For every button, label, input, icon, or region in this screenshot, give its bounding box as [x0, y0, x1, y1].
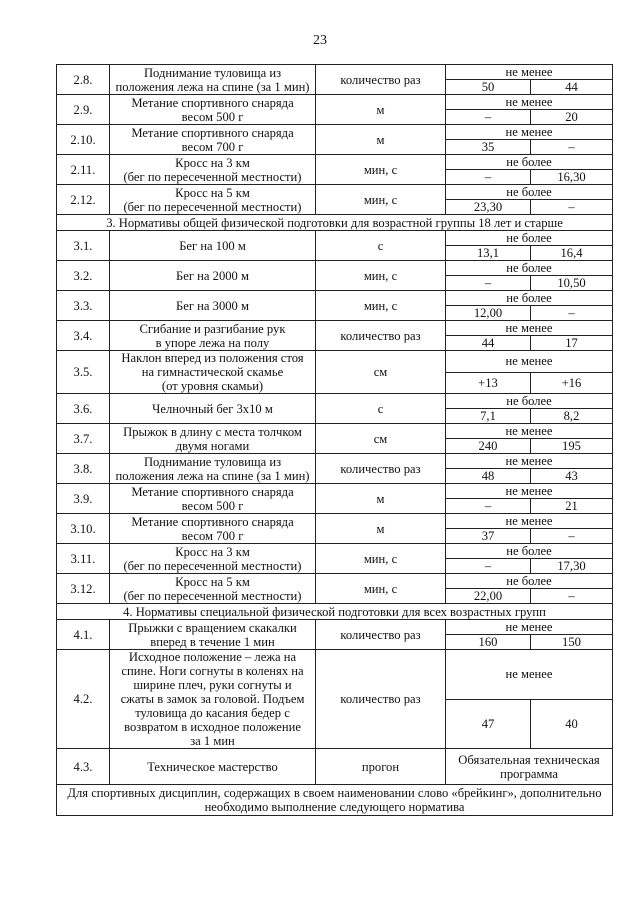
- unit-cell: м: [316, 484, 446, 514]
- text-line: программа: [500, 766, 558, 781]
- text-line: Кросс на 5 км: [175, 185, 250, 200]
- exercise-name: [110, 749, 316, 785]
- condition-cell: не менее: [446, 125, 613, 140]
- exercise-name: [110, 394, 316, 424]
- value-male: –: [446, 170, 531, 185]
- text-line: Исходное положение – лежа на: [128, 650, 297, 664]
- text-line: возвратом в исходное положение: [124, 720, 301, 734]
- condition-cell: не менее: [446, 95, 613, 110]
- exercise-name: [110, 65, 316, 95]
- table-row: [57, 231, 613, 246]
- text-line: (от уровня скамьи): [161, 379, 264, 393]
- exercise-name: [110, 291, 316, 321]
- value-female: 16,4: [531, 246, 613, 261]
- value-male: –: [446, 110, 531, 125]
- table-row: [57, 125, 613, 140]
- row-number: 3.5.: [57, 351, 110, 394]
- unit-cell: количество раз: [316, 650, 446, 749]
- value-male: 160: [446, 635, 531, 650]
- text-line: Обязательная техническая: [458, 752, 600, 767]
- row-number: 3.7.: [57, 424, 110, 454]
- unit-cell: с: [316, 394, 446, 424]
- text-line: Поднимание туловища из: [143, 454, 282, 469]
- value-female: 150: [531, 635, 613, 650]
- value-female: –: [531, 529, 613, 544]
- text-line: Метание спортивного снаряда: [131, 125, 294, 140]
- text-line: Кросс на 5 км: [175, 574, 250, 589]
- row-number: 3.4.: [57, 321, 110, 351]
- text-line: Бег на 100 м: [179, 238, 246, 253]
- value-male: 44: [446, 336, 531, 351]
- value-female: –: [531, 306, 613, 321]
- section-heading: 3. Нормативы общей физической подготовки для возрастной группы 18 лет и старше: [57, 215, 613, 231]
- unit-cell: с: [316, 231, 446, 261]
- note-row: [57, 785, 613, 816]
- condition-cell: не менее: [446, 351, 613, 373]
- text-line: на гимнастической скамье: [141, 365, 284, 379]
- value-female: 8,2: [531, 409, 613, 424]
- text-line: Сгибание и разгибание рук: [139, 321, 286, 336]
- value-male: 35: [446, 140, 531, 155]
- value-male: –: [446, 559, 531, 574]
- exercise-name: [110, 155, 316, 185]
- unit-cell: м: [316, 125, 446, 155]
- value-female: 20: [531, 110, 613, 125]
- text-line: Метание спортивного снаряда: [131, 514, 294, 529]
- text-line: Челночный бег 3х10 м: [152, 401, 273, 416]
- value-female: 16,30: [531, 170, 613, 185]
- table-row: [57, 95, 613, 110]
- value-female: 17: [531, 336, 613, 351]
- row-number: 2.12.: [57, 185, 110, 215]
- text-line: Поднимание туловища из: [143, 65, 282, 80]
- exercise-name: [110, 620, 316, 650]
- value-female: –: [531, 140, 613, 155]
- text-line: двумя ногами: [175, 438, 250, 453]
- value-male: 240: [446, 439, 531, 454]
- text-line: Для спортивных дисциплин, содержащих в своем наименовании слово «брейкинг», дополнительно: [67, 786, 602, 800]
- row-number: 3.3.: [57, 291, 110, 321]
- unit-cell: см: [316, 351, 446, 394]
- unit-cell: прогон: [316, 749, 446, 785]
- row-number: 2.11.: [57, 155, 110, 185]
- row-number: 2.10.: [57, 125, 110, 155]
- value-male: 23,30: [446, 200, 531, 215]
- value-female: 40: [531, 699, 613, 749]
- row-number: 3.1.: [57, 231, 110, 261]
- text-line: положения лежа на спине (за 1 мин): [115, 468, 310, 483]
- exercise-name: [110, 514, 316, 544]
- text-line: Кросс на 3 км: [175, 544, 250, 559]
- row-number: 3.6.: [57, 394, 110, 424]
- row-number: 3.9.: [57, 484, 110, 514]
- condition-cell: не менее: [446, 484, 613, 499]
- condition-cell: не более: [446, 394, 613, 409]
- exercise-name: [110, 424, 316, 454]
- text-line: положения лежа на спине (за 1 мин): [115, 79, 310, 94]
- text-line: Кросс на 3 км: [175, 155, 250, 170]
- row-number: 4.2.: [57, 650, 110, 749]
- standards-table: [56, 64, 613, 816]
- value-male: 50: [446, 80, 531, 95]
- unit-cell: количество раз: [316, 620, 446, 650]
- text-line: Бег на 3000 м: [176, 298, 249, 313]
- table-row: [57, 650, 613, 700]
- exercise-name: [110, 351, 316, 394]
- row-number: 3.2.: [57, 261, 110, 291]
- row-number: 2.9.: [57, 95, 110, 125]
- value-female: 195: [531, 439, 613, 454]
- row-number: 2.8.: [57, 65, 110, 95]
- exercise-name: [110, 574, 316, 604]
- table-row: [57, 544, 613, 559]
- condition-cell: не более: [446, 574, 613, 589]
- exercise-name: [110, 95, 316, 125]
- condition-cell: не более: [446, 544, 613, 559]
- table-row: [57, 574, 613, 589]
- table-row: [57, 749, 613, 785]
- value-female: –: [531, 200, 613, 215]
- condition-cell: не менее: [446, 65, 613, 80]
- text-line: Наклон вперед из положения стоя: [121, 351, 304, 365]
- value-female: +16: [531, 372, 613, 394]
- value-male: 48: [446, 469, 531, 484]
- condition-cell: не более: [446, 185, 613, 200]
- exercise-name: [110, 484, 316, 514]
- text-line: ширине плеч, руки согнуты и: [133, 678, 292, 692]
- value-male: –: [446, 499, 531, 514]
- text-line: сжаты в замок за головой. Подъем: [120, 692, 305, 706]
- unit-cell: количество раз: [316, 321, 446, 351]
- row-number: 3.8.: [57, 454, 110, 484]
- text-line: весом 500 г: [181, 498, 244, 513]
- value-male: 37: [446, 529, 531, 544]
- unit-cell: м: [316, 95, 446, 125]
- unit-cell: мин, с: [316, 155, 446, 185]
- value-male: 22,00: [446, 589, 531, 604]
- exercise-name: [110, 650, 316, 749]
- value-male: 7,1: [446, 409, 531, 424]
- condition-cell: не более: [446, 291, 613, 306]
- row-number: 3.10.: [57, 514, 110, 544]
- exercise-name: [110, 321, 316, 351]
- value-female: –: [531, 589, 613, 604]
- text-line: Метание спортивного снаряда: [131, 484, 294, 499]
- value-male: –: [446, 276, 531, 291]
- unit-cell: мин, с: [316, 574, 446, 604]
- value-female: 44: [531, 80, 613, 95]
- text-line: за 1 мин: [190, 734, 235, 748]
- exercise-name: [110, 185, 316, 215]
- condition-cell: не менее: [446, 620, 613, 635]
- table-row: [57, 351, 613, 373]
- row-number: 4.1.: [57, 620, 110, 650]
- condition-cell: не менее: [446, 514, 613, 529]
- row-number: 4.3.: [57, 749, 110, 785]
- table-row: [57, 394, 613, 409]
- condition-cell: не более: [446, 155, 613, 170]
- text-line: (бег по пересеченной местности): [123, 588, 302, 603]
- value-male: +13: [446, 372, 531, 394]
- text-line: весом 500 г: [181, 109, 244, 124]
- table-row: [57, 291, 613, 306]
- table-row: [57, 620, 613, 635]
- exercise-name: [110, 261, 316, 291]
- unit-cell: мин, с: [316, 544, 446, 574]
- table-row: [57, 65, 613, 80]
- text-line: необходимо выполнение следующего норматива: [204, 800, 465, 814]
- exercise-name: [110, 454, 316, 484]
- value-male: 12,00: [446, 306, 531, 321]
- text-line: Метание спортивного снаряда: [131, 95, 294, 110]
- text-line: в упоре лежа на полу: [155, 335, 270, 350]
- exercise-name: [110, 231, 316, 261]
- value-female: 43: [531, 469, 613, 484]
- unit-cell: мин, с: [316, 261, 446, 291]
- table-row: [57, 454, 613, 469]
- text-line: весом 700 г: [181, 528, 244, 543]
- value-male: 47: [446, 699, 531, 749]
- exercise-name: [110, 125, 316, 155]
- text-line: Техническое мастерство: [147, 759, 278, 774]
- table-row: [57, 185, 613, 200]
- condition-cell: не менее: [446, 454, 613, 469]
- condition-cell: не менее: [446, 321, 613, 336]
- text-line: (бег по пересеченной местности): [123, 169, 302, 184]
- table-row: [57, 261, 613, 276]
- text-line: (бег по пересеченной местности): [123, 199, 302, 214]
- condition-cell: не менее: [446, 650, 613, 700]
- text-line: спине. Ноги согнуты в коленях на: [121, 664, 304, 678]
- text-line: Прыжки с вращением скакалки: [128, 620, 297, 635]
- text-line: вперед в течение 1 мин: [150, 634, 275, 649]
- condition-cell: не менее: [446, 424, 613, 439]
- section-row: [57, 215, 613, 231]
- exercise-name: [110, 544, 316, 574]
- table-row: [57, 424, 613, 439]
- row-number: 3.11.: [57, 544, 110, 574]
- unit-cell: мин, с: [316, 185, 446, 215]
- value-male: 13,1: [446, 246, 531, 261]
- unit-cell: мин, с: [316, 291, 446, 321]
- condition-cell: не более: [446, 261, 613, 276]
- text-line: туловища до касания бедер с: [135, 706, 290, 720]
- table-row: [57, 484, 613, 499]
- unit-cell: количество раз: [316, 65, 446, 95]
- section-row: [57, 604, 613, 620]
- unit-cell: см: [316, 424, 446, 454]
- merged-value-cell: [446, 749, 613, 785]
- page-number: 23: [313, 33, 327, 48]
- text-line: Бег на 2000 м: [176, 268, 249, 283]
- condition-cell: не более: [446, 231, 613, 246]
- table-row: [57, 155, 613, 170]
- unit-cell: количество раз: [316, 454, 446, 484]
- table-row: [57, 321, 613, 336]
- text-line: Прыжок в длину с места толчком: [123, 424, 302, 439]
- value-female: 21: [531, 499, 613, 514]
- text-line: (бег по пересеченной местности): [123, 558, 302, 573]
- value-female: 17,30: [531, 559, 613, 574]
- value-female: 10,50: [531, 276, 613, 291]
- unit-cell: м: [316, 514, 446, 544]
- row-number: 3.12.: [57, 574, 110, 604]
- note-text: [57, 785, 613, 816]
- section-heading: 4. Нормативы специальной физической подготовки для всех возрастных групп: [57, 604, 613, 620]
- table-row: [57, 514, 613, 529]
- text-line: весом 700 г: [181, 139, 244, 154]
